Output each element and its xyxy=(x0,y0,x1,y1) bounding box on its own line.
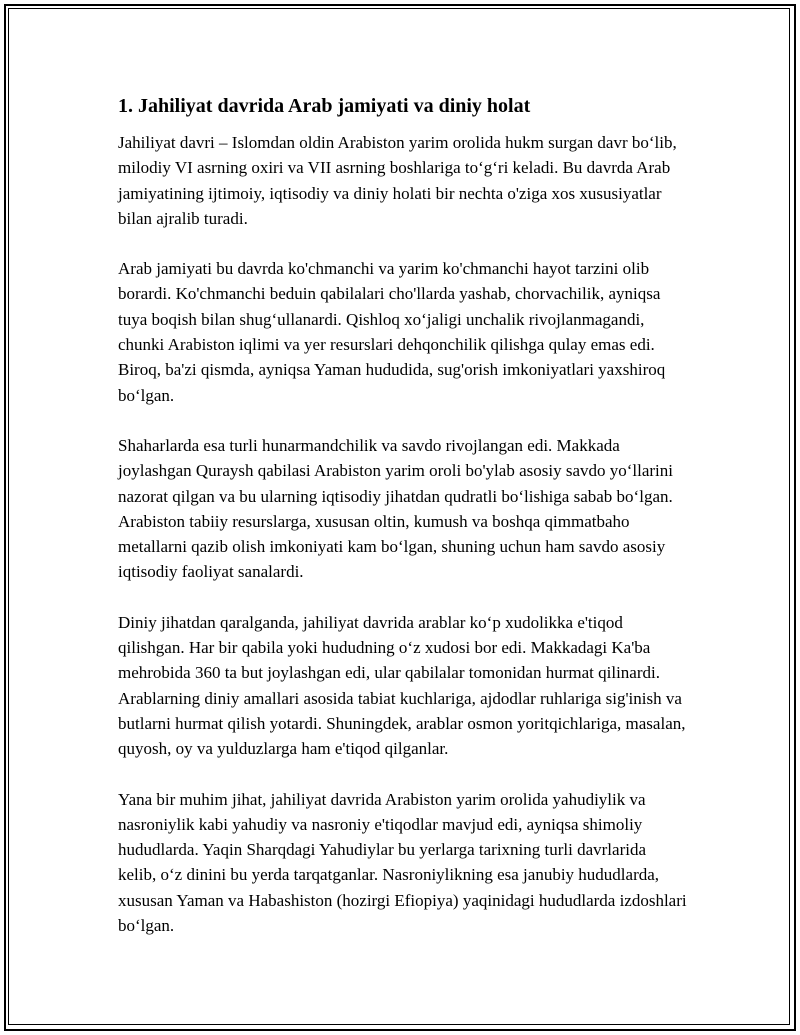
document-body xyxy=(118,92,688,963)
paragraph-religion: Diniy jihatdan qaralganda, jahiliyat davrida arablar ko‘p xudolikka e'tiqod qilishgan. Har bir qabila yoki hududning o‘z xudosi bor edi. Makkadagi Ka'ba mehrobida 360 ta but joylashgan edi, ular qabilalar tomonidan hurmat qilinardi. Arablarning diniy amallari asosida tabiat kuchlariga, ajdodlar ruhlariga sig'inish va butlarni hurmat qilish yotardi. Shuningdek, arablar osmon yoritqichlariga, masalan, quyosh, oy va yulduzlarga ham e'tiqod qilganlar. xyxy=(118,612,686,759)
section-title: 1. Jahiliyat davrida Arab jamiyati va diniy holat xyxy=(118,95,531,117)
paragraph-other-faiths: Yana bir muhim jihat, jahiliyat davrida Arabiston yarim orolida yahudiylik va nasroniylik kabi yahudiy va nasroniy e'tiqodlar mavjud edi, ayniqsa shimoliy hududlarda. Yaqin Sharqdagi Yahudiylar bu yerlarga tarixning turli davrlarida kelib, o‘z dinini bu yerda tarqatganlar. Nasroniylikning esa janubiy hududlarda, xususan Yaman va Habashiston (hozirgi Efiopiya) yaqinidagi hududlarda izdoshlari bo‘lgan. xyxy=(118,789,687,936)
paragraph-trade: Shaharlarda esa turli hunarmandchilik va savdo rivojlangan edi. Makkada joylashgan Quraysh qabilasi Arabiston yarim oroli bo'ylab asosiy savdo yo‘llarini nazorat qilgan va bu ularning iqtisodiy jihatdan qudratli bo‘lishiga sabab bo‘lgan. Arabiston tabiiy resurslarga, xususan oltin, kumush va boshqa qimmatbaho metallarni qazib olish imkoniyati kam bo‘lgan, shuning uchun ham savdo asosiy iqtisodiy faoliyat sanalardi. xyxy=(118,435,673,582)
paragraph-intro: Jahiliyat davri – Islomdan oldin Arabiston yarim orolida hukm surgan davr bo‘lib, milodiy VI asrning oxiri va VII asrning boshlariga to‘g‘ri keladi. Bu davrda Arab jamiyatining ijtimoiy, iqtisodiy va diniy holati bir nechta o'ziga xos xususiyatlar bilan ajralib turadi. xyxy=(118,133,677,228)
paragraph-society: Arab jamiyati bu davrda ko'chmanchi va yarim ko'chmanchi hayot tarzini olib borardi. Ko'chmanchi beduin qabilalari cho'llarda yashab, chorvachilik, ayniqsa tuya boqish bilan shug‘ullanardi. Qishloq xo‘jaligi unchalik rivojlanmagandi, chunki Arabiston iqlimi va yer resurslari dehqonchilik qilishga qulay emas edi. Biroq, ba'zi qismda, ayniqsa Yaman hududida, sug'orish imkoniyatlari yaxshiroq bo‘lgan. xyxy=(118,259,666,405)
